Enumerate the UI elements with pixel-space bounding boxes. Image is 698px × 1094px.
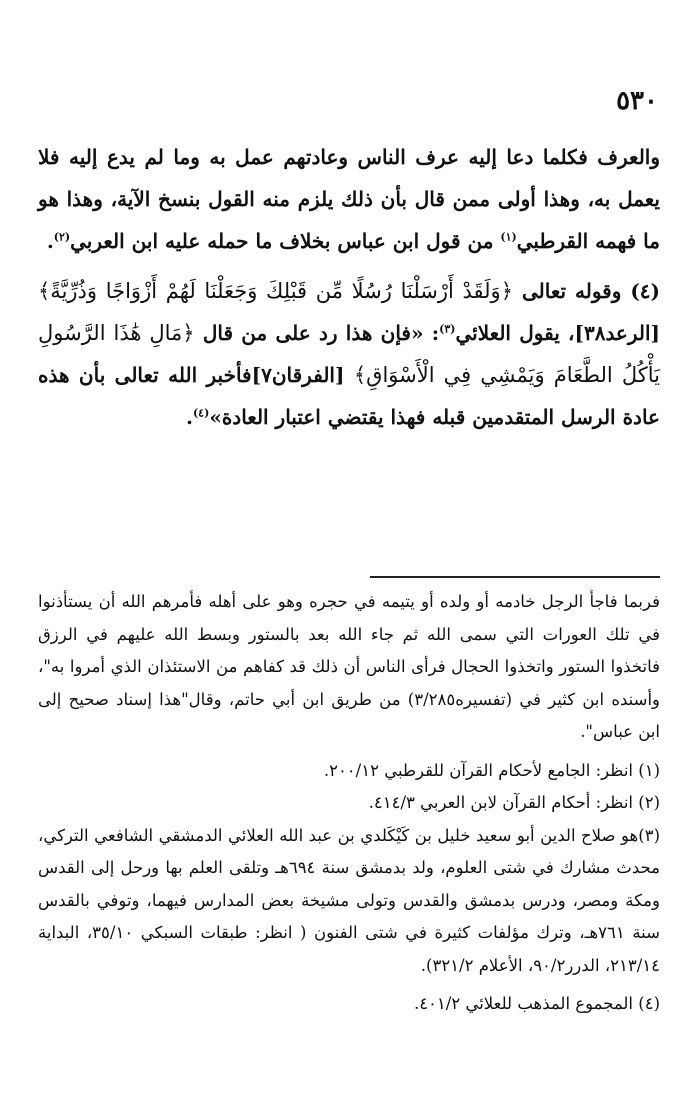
paragraph-2-text-e: . bbox=[185, 405, 193, 429]
paragraph-1-text-c: . bbox=[46, 229, 54, 253]
footnote-separator bbox=[370, 576, 660, 578]
footnote-continued: فربما فاجأ الرجل خادمه أو ولده أو يتيمه في حجره وهو على أهله فأمرهم الله أن يستأذنوا في تلك العورات التي سمى الله ثم جاء الله بعد بالستور وبسط الله عليهم في الرزق فاتخذوا الستور واتخذوا الحجال فرأى الناس أن ذلك قد كفاهم من الاستئذان الذي أمروا به"، وأسنده ابن كثير في (تفسيره٣/٢٨٥) من طريق ابن أبي حاتم، وقال"هذا إسناد صحيح إلى ابن عباس". bbox=[38, 592, 660, 741]
footnote-ref-1: (١) bbox=[500, 230, 517, 244]
quran-verse-raad: ﴿وَلَقَدْ أَرْسَلْنَا رُسُلًا مِّن قَبْلِكَ وَجَعَلْنَا لَهُمْ أَزْوَاجًا وَذُرِّيَّةً﴾ bbox=[38, 279, 514, 303]
paragraph-1 bbox=[38, 136, 660, 262]
footnote-ref-3: (٣) bbox=[439, 322, 456, 336]
footnote-ref-4: (٤) bbox=[192, 406, 210, 420]
footnote-3: (٣)هو صلاح الدين أبو سعيد خليل بن كَيْكَلدي بن عبد الله العلائي الدمشقي الشافعي التركي، محدث مشارك في شتى العلوم، ولد بدمشق سنة ٦٩٤هـ وتلقى العلم بها ورحل إلى القدس ومكة ومصر، ودرس بدمشق والقدس وتولى مشيخة بعض المدارس فيهما، وتوفي بالقدس سنة ٧٦١هـ، وترك مؤلفات كثيرة في شتى الفنون ( انظر: طبقات السبكي ٣٥/١٠، البداية ٢١٣/١٤، الدرر٩٠/٢، الأعلام ٣٢١/٢). bbox=[38, 825, 660, 975]
paragraph-2 bbox=[38, 270, 660, 438]
footnote-2: (٢) انظر: أحكام القرآن لابن العربي ٤١٤/٣. bbox=[368, 793, 660, 812]
paragraph-2-text-b: [الرعد٣٨]، يقول العلائي bbox=[455, 321, 661, 345]
footnote-ref-2: (٢) bbox=[53, 230, 71, 244]
paragraph-2-text-c: : «فإن هذا رد على من قال bbox=[194, 321, 440, 345]
paragraph-1-text-a: والعرف فكلما دعا إليه عرف الناس وعادتهم عمل به وما لم يدع إليه فلا يعمل به، وهذا أولى ممن قال بأن ذلك يلزم منه القول بنسخ الآية، وهذا هو ما فهمه القرطبي bbox=[38, 145, 660, 253]
paragraph-2-text-a: (٤) وقوله تعالى bbox=[513, 279, 661, 303]
main-text bbox=[38, 136, 660, 438]
footnotes bbox=[38, 586, 660, 1021]
footnote-1: (١) انظر: الجامع لأحكام القرآن للقرطبي ٢٠٠/١٢. bbox=[323, 760, 660, 780]
quran-verse-furqan: ﴿مَالِ هَٰذَا الرَّسُولِ يَأْكُلُ الطَّعَامَ وَيَمْشِي فِي الْأَسْوَاقِ﴾ bbox=[38, 321, 661, 387]
paragraph-1-text-b: من قول ابن عباس بخلاف ما حمله عليه ابن العربي bbox=[70, 229, 501, 253]
footnote-4: (٤) المجموع المذهب للعلائي ٤٠١/٢. bbox=[413, 994, 660, 1013]
page-number: ٥٣٠ bbox=[616, 86, 658, 116]
paragraph-2-text-d: [الفرقان٧]فأخبر الله تعالى بأن هذه عادة الرسل المتقدمين قبله فهذا يقتضي اعتبار العادة» bbox=[38, 363, 660, 429]
